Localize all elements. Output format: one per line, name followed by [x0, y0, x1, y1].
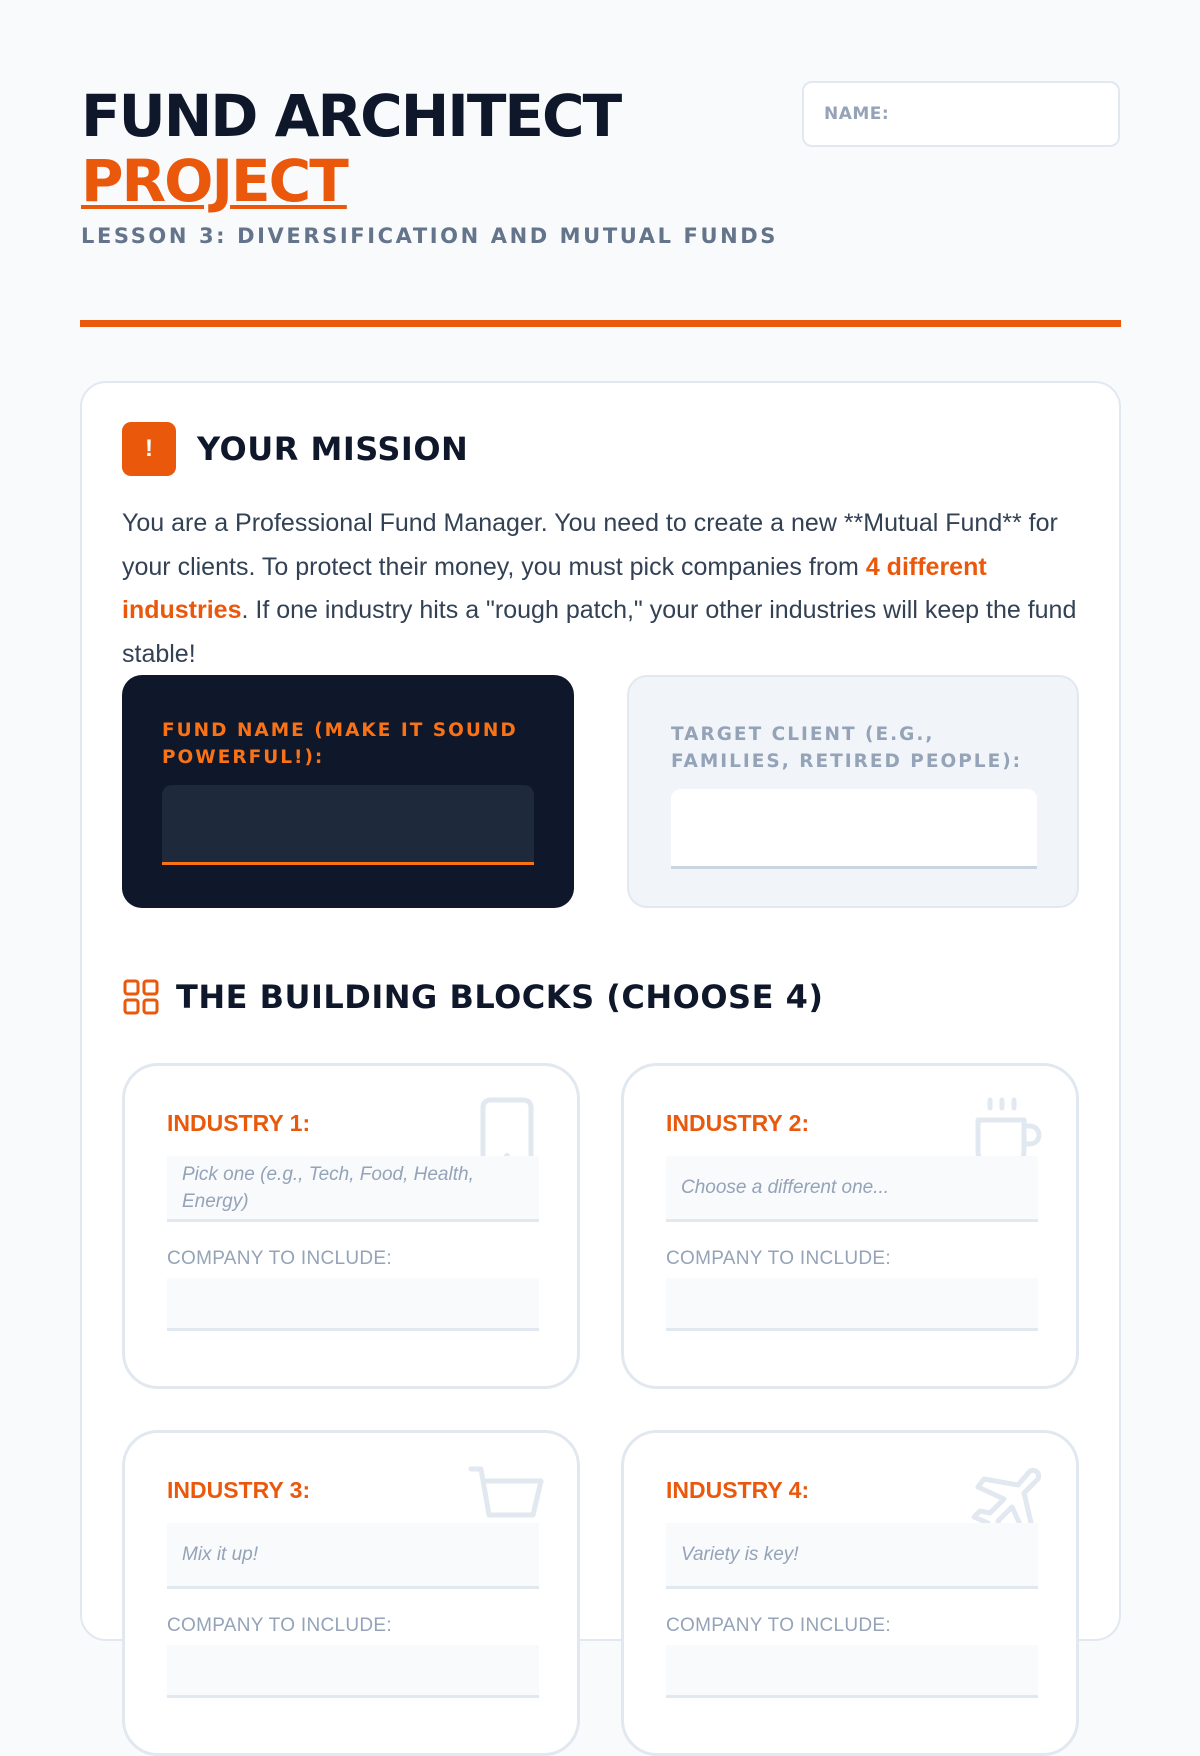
company-label: COMPANY TO INCLUDE: — [666, 1248, 891, 1269]
name-field[interactable] — [802, 81, 1120, 147]
company-input[interactable] — [167, 1645, 539, 1698]
company-input[interactable] — [666, 1278, 1038, 1331]
industry-placeholder: Pick one (e.g., Tech, Food, Health, Energy) — [182, 1163, 474, 1212]
name-label: NAME: — [824, 104, 890, 124]
industry-placeholder: Mix it up! — [182, 1544, 259, 1565]
company-input[interactable] — [666, 1645, 1038, 1698]
alert-icon: ! — [122, 422, 176, 476]
industry-title: INDUSTRY 3: — [167, 1477, 311, 1503]
industry-title: INDUSTRY 1: — [167, 1110, 311, 1136]
industry-input[interactable] — [167, 1156, 539, 1222]
target-client-input[interactable] — [671, 789, 1037, 869]
industry-title: INDUSTRY 4: — [666, 1477, 810, 1503]
fund-name-label: FUND NAME (MAKE IT SOUND POWERFUL!): — [162, 720, 518, 768]
lesson-subtitle: LESSON 3: DIVERSIFICATION AND MUTUAL FUNDS — [81, 224, 779, 248]
industry-input[interactable] — [666, 1523, 1038, 1589]
mission-highlight: 4 different industries — [122, 552, 987, 624]
industry-title: INDUSTRY 2: — [666, 1110, 810, 1136]
page-title-accent: PROJECT — [81, 147, 347, 215]
company-input[interactable] — [167, 1278, 539, 1331]
fund-name-input[interactable] — [162, 785, 534, 865]
company-label: COMPANY TO INCLUDE: — [167, 1615, 392, 1636]
company-label: COMPANY TO INCLUDE: — [666, 1615, 891, 1636]
industry-card-3 — [122, 1430, 580, 1756]
industry-card-2 — [621, 1063, 1079, 1389]
industry-placeholder: Variety is key! — [681, 1544, 799, 1565]
building-blocks-heading — [122, 978, 823, 1016]
grid-icon — [122, 978, 160, 1016]
mission-text-part: . If one industry hits a "rough patch," your other industries will keep the fund stable! — [122, 596, 1077, 668]
building-blocks-title: THE BUILDING BLOCKS (CHOOSE 4) — [176, 978, 824, 1016]
mission-title: YOUR MISSION — [197, 430, 469, 468]
mission-heading — [122, 422, 468, 476]
target-client-panel — [627, 675, 1079, 908]
target-client-label: TARGET CLIENT (E.G., FAMILIES, RETIRED PEOPLE): — [671, 724, 1023, 772]
industry-card-4 — [621, 1430, 1079, 1756]
page-title: FUND ARCHITECT — [81, 82, 621, 150]
industry-input[interactable] — [167, 1523, 539, 1589]
header-divider — [80, 320, 1121, 327]
industry-input[interactable] — [666, 1156, 1038, 1222]
mission-text — [122, 502, 1082, 676]
industry-placeholder: Choose a different one... — [681, 1177, 890, 1198]
fund-name-panel — [122, 675, 574, 908]
mission-text-part: You are a Professional Fund Manager. You need to create a new **Mutual Fund** for your clients. To protect their money, you must pick companies from — [122, 509, 1058, 581]
company-label: COMPANY TO INCLUDE: — [167, 1248, 392, 1269]
industry-card-1 — [122, 1063, 580, 1389]
